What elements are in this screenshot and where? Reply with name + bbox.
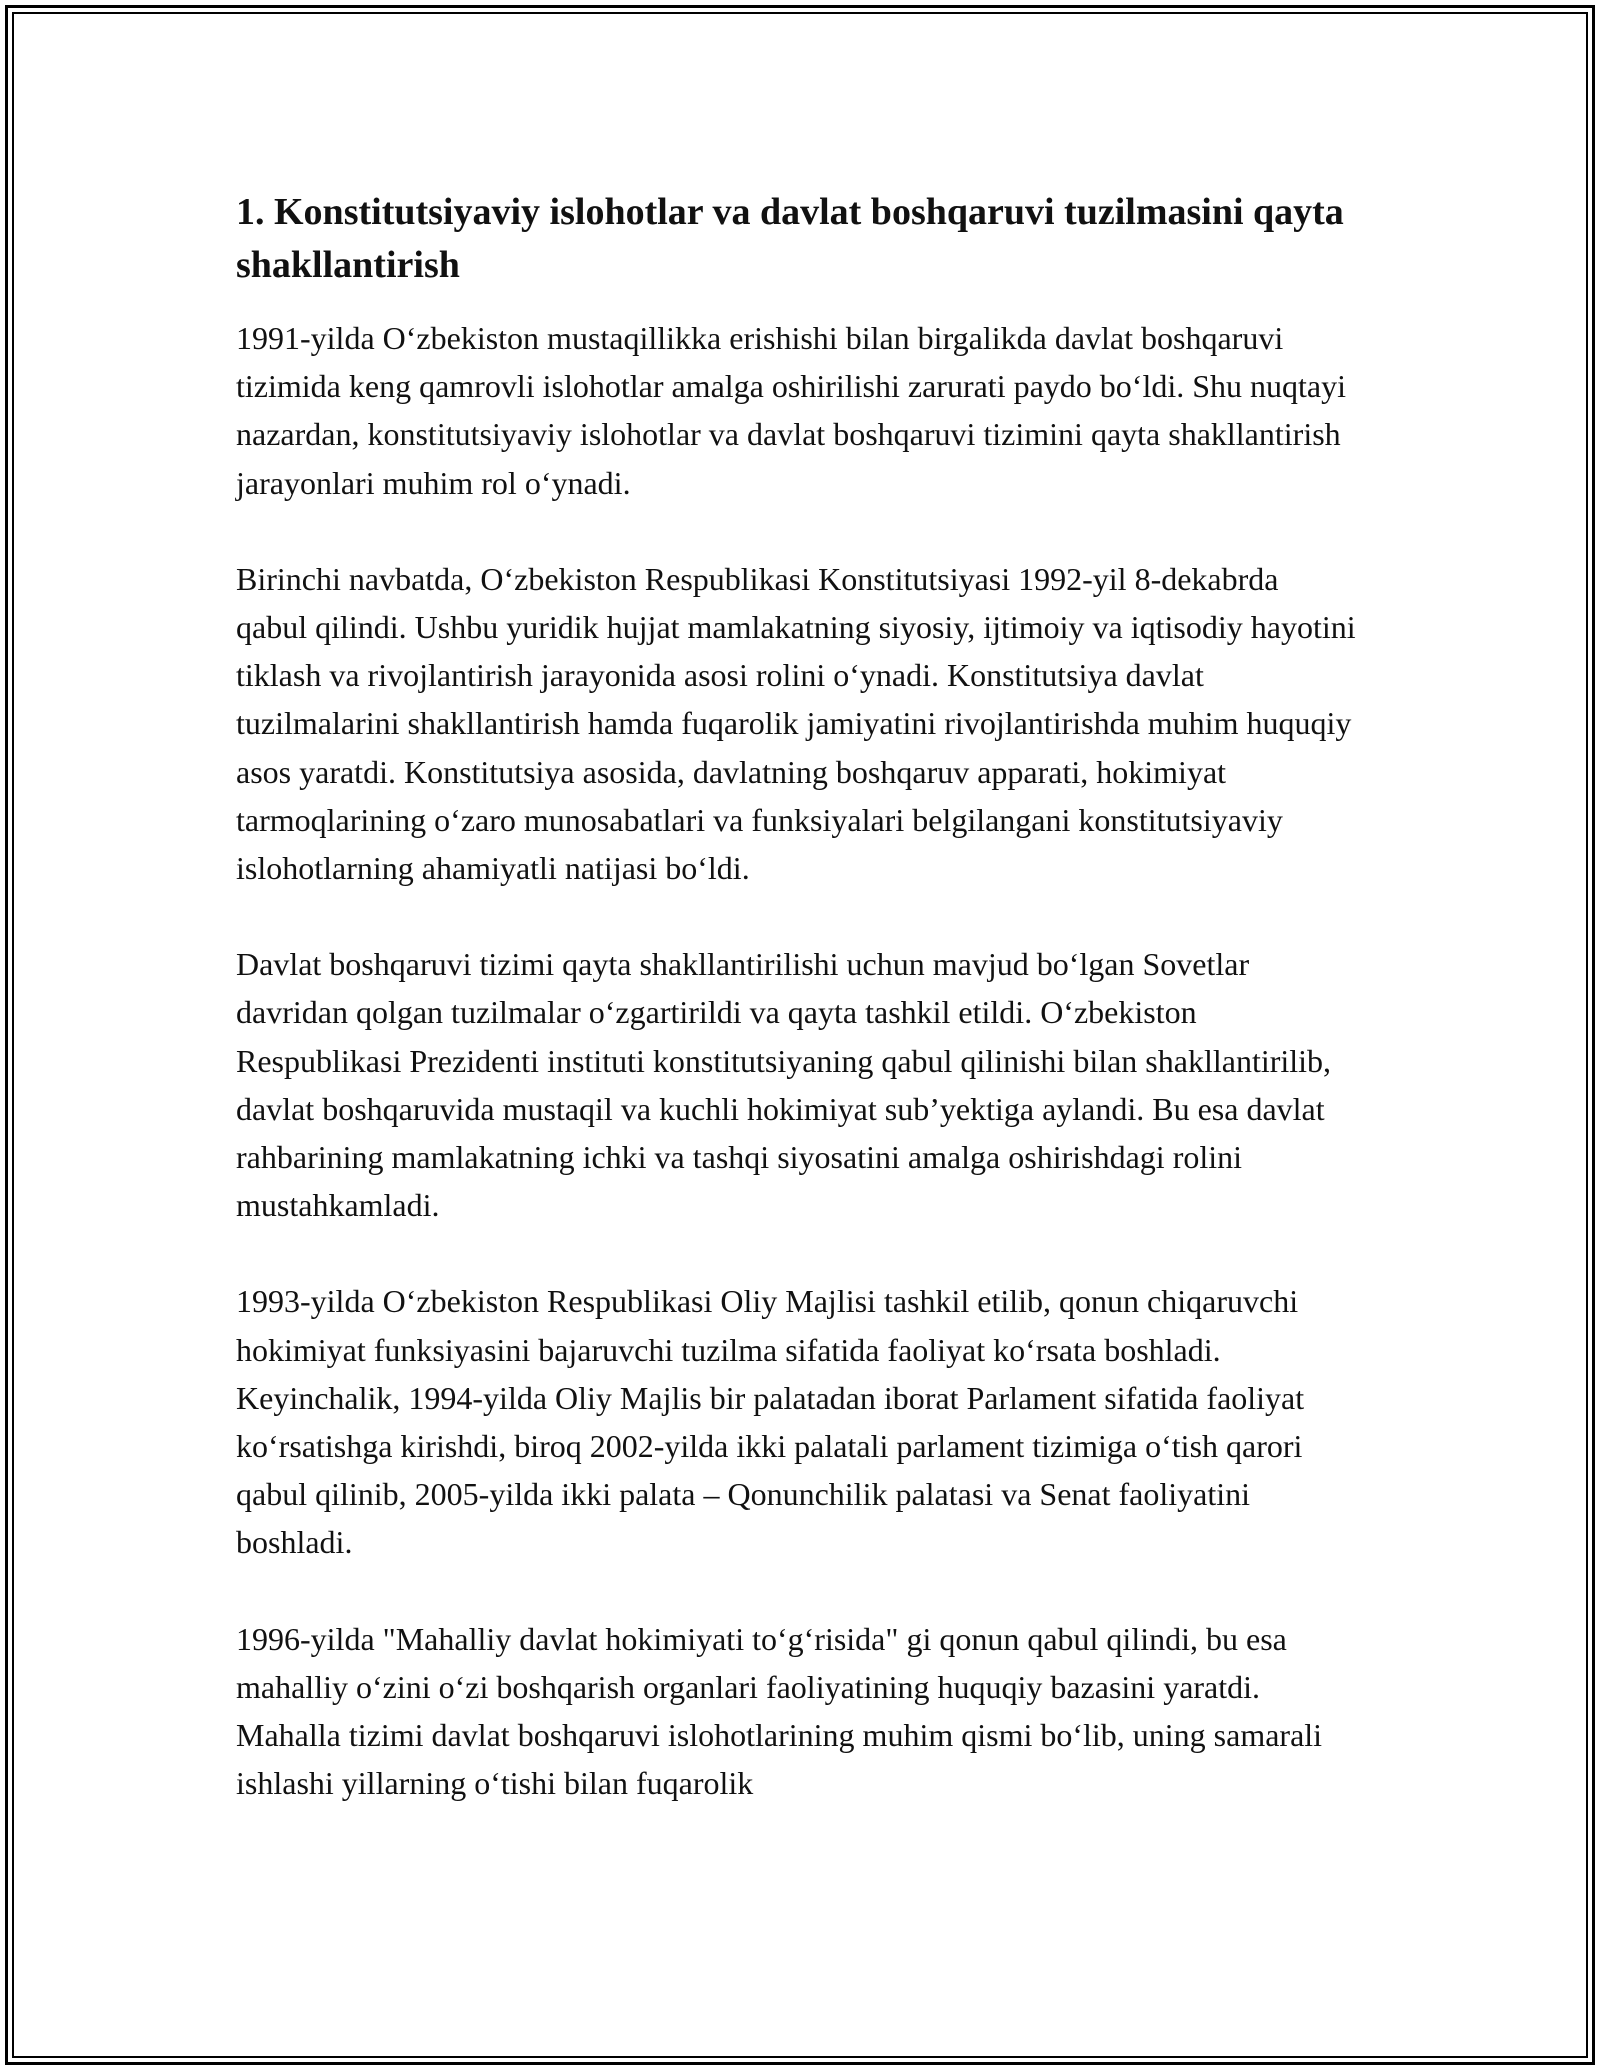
paragraph-president-institute: Davlat boshqaruvi tizimi qayta shakllantirilishi uchun mavjud bo‘lgan Sovetlar davridan qolgan tuzilmalar o‘zgartirildi va qayta tashkil etildi. O‘zbekiston Respublikasi Prezidenti instituti konstitutsiyaning qabul qilinishi bilan shakllantirilib, davlat boshqaruvida mustaqil va kuchli hokimiyat sub’yektiga aylandi. Bu esa davlat rahbarining mamlakatning ichki va tashqi siyosatini amalga oshirishdagi rolini mustahkamladi. <box>236 946 1332 1224</box>
paragraph-local-government: 1996-yilda "Mahalliy davlat hokimiyati to‘g‘risida" gi qonun qabul qilindi, bu esa mahalliy o‘zini o‘zi boshqarish organlari faoliyatining huquqiy bazasini yaratdi. Mahalla tizimi davlat boshqaruvi islohotlarining muhim qismi bo‘lib, uning samarali ishlashi yillarning o‘tishi bilan fuqarolik <box>236 1620 1323 1802</box>
paragraph-independence-reforms: 1991-yilda O‘zbekiston mustaqillikka erishishi bilan birgalikda davlat boshqaruvi tizimida keng qamrovli islohotlar amalga oshirilishi zarurati paydo bo‘ldi. Shu nuqtayi nazardan, konstitutsiyaviy islohotlar va davlat boshqaruvi tizimini qayta shakllantirish jarayonlari muhim rol o‘ynadi. <box>236 320 1346 501</box>
paragraph-constitution-1992: Birinchi navbatda, O‘zbekiston Respublikasi Konstitutsiyasi 1992-yil 8-dekabrda qabul qilindi. Ushbu yuridik hujjat mamlakatning siyosiy, ijtimoiy va iqtisodiy hayotini tiklash va rivojlantirish jarayonida asosi rolini o‘ynadi. Konstitutsiya davlat tuzilmalarini shakllantirish hamda fuqarolik jamiyatini rivojlantirishda muhim huquqiy asos yaratdi. Konstitutsiya asosida, davlatning boshqaruv apparati, hokimiyat tarmoqlarining o‘zaro munosabatlari va funksiyalari belgilangani konstitutsiyaviy islohotlarning ahamiyatli natijasi bo‘ldi. <box>236 560 1356 887</box>
section-title: 1. Konstitutsiyaviy islohotlar va davlat boshqaruvi tuzilmasini qayta shakllantirish <box>236 191 1344 286</box>
document-body <box>236 186 1356 1855</box>
paragraph-oliy-majlis: 1993-yilda O‘zbekiston Respublikasi Oliy Majlisi tashkil etilib, qonun chiqaruvchi hokimiyat funksiyasini bajaruvchi tuzilma sifatida faoliyat ko‘rsata boshladi. Keyinchalik, 1994-yilda Oliy Majlis bir palatadan iborat Parlament sifatida faoliyat ko‘rsatishga kirishdi, biroq 2002-yilda ikki palatali parlament tizimiga o‘tish qarori qabul qilinib, 2005-yilda ikki palata – Qonunchilik palatasi va Senat faoliyatini boshladi. <box>236 1283 1305 1561</box>
